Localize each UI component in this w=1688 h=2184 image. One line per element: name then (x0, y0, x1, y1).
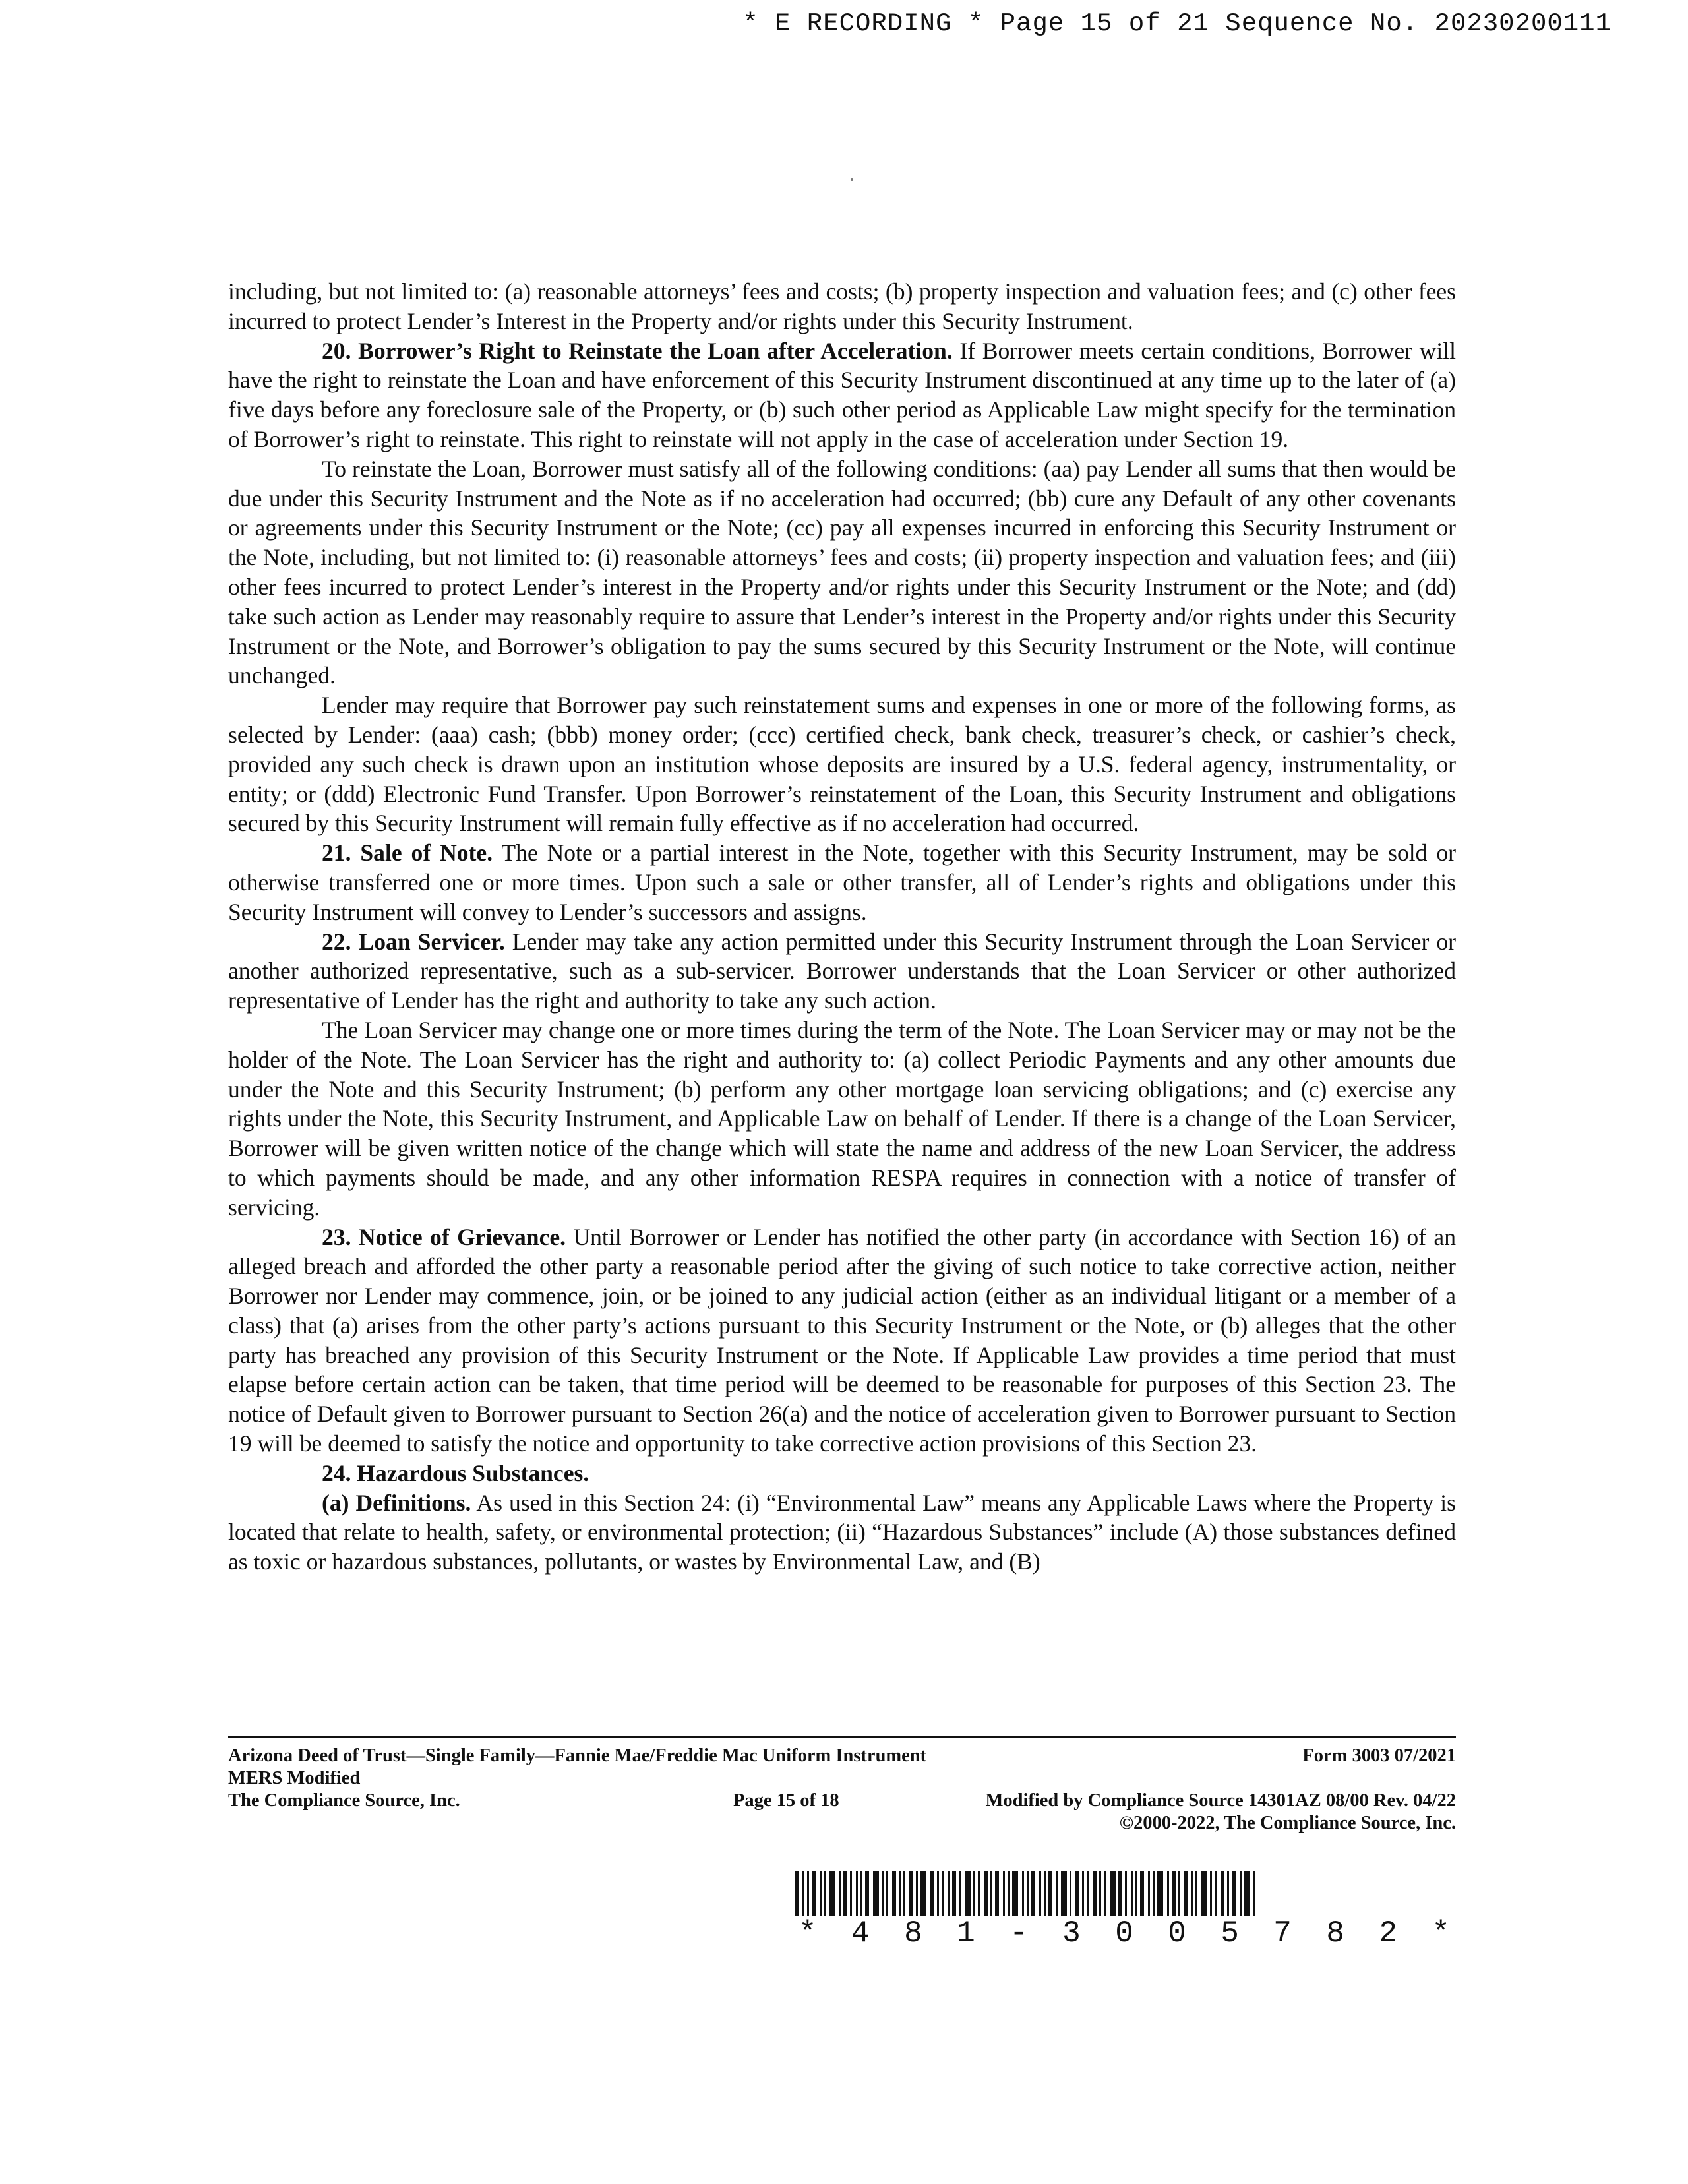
barcode-number (795, 1916, 1454, 1951)
document-body (228, 277, 1456, 1577)
paragraph-text: Lender may require that Borrower pay such reinstatement sums and expenses in one or more of the following forms, as selected by Lender: (aaa) cash; (bbb) money order; (ccc) certified check, bank check, treasurer’s check, or cashier’s check, provided any such check is drawn upon an institution whose deposits are insured by a U.S. federal agency, instrumentality, or entity; or (ddd) Electronic Fund Transfer. Upon Borrower’s reinstatement of the Loan, this Security Instrument and obligations secured by this Security Instrument will remain fully effective as if no acceleration had occurred. (228, 692, 1456, 837)
form-number: Form 3003 07/2021 (1302, 1745, 1456, 1766)
barcode-character: * (799, 1916, 817, 1951)
paragraph (228, 838, 1456, 926)
paragraph-text: including, but not limited to: (a) reasonable attorneys’ fees and costs; (b) property inspection and valuation fees; and (c) other fees incurred to protect Lender’s Interest in the Property and/or rights under this Security Instrument. (228, 278, 1456, 334)
section-heading: 24. Hazardous Substances. (322, 1459, 589, 1486)
footer-rule (228, 1736, 1456, 1738)
section-heading: 22. Loan Servicer. (322, 928, 505, 955)
paragraph (228, 1016, 1456, 1223)
barcode-character: 7 (1273, 1916, 1292, 1951)
paragraph (228, 1459, 1456, 1488)
paragraph (228, 454, 1456, 690)
paragraph-text: Until Borrower or Lender has notified the other party (in accordance with Section 16) of an alleged breach and afforded the other party a reasonable period after the giving of such notice to take corrective action, neither Borrower nor Lender may commence, join, or be joined to any judicial action (either as an individual litigant or a member of a class) that (a) arises from the other party’s actions pursuant to this Security Instrument or the Note, or (b) alleges that the other party has breached any provision of this Security Instrument or the Note. If Applicable Law provides a time period that must elapse before certain action can be taken, that time period will be deemed to be reasonable for purposes of this Section 23. The notice of Default given to Borrower pursuant to Section 26(a) and the notice of acceleration given to Borrower pursuant to Section 19 will be deemed to satisfy the notice and opportunity to take corrective action provisions of this Section 23. (228, 1223, 1456, 1457)
barcode-character: - (1010, 1916, 1028, 1951)
copyright: ©2000-2022, The Compliance Source, Inc. (1119, 1813, 1456, 1833)
paragraph (228, 277, 1456, 336)
paragraph (228, 690, 1456, 838)
paragraph-text: The Loan Servicer may change one or more times during the term of the Note. The Loan Servicer may or may not be the holder of the Note. The Loan Servicer has the right and authority to: (a) collect Periodic Payments and any other amounts due under the Note and this Security Instrument; (b) perform any other mortgage loan servicing obligations; and (c) exercise any rights under the Note, this Security Instrument, and Applicable Law on behalf of Lender. If there is a change of the Loan Servicer, Borrower will be given written notice of the change which will state the name and address of the new Loan Servicer, the address to which payments should be made, and any other information RESPA requires in connection with a notice of transfer of servicing. (228, 1016, 1456, 1221)
paragraph-text: As used in this Section 24: (i) “Environmental Law” means any Applicable Laws where the Property is located that relate to health, safety, or environmental protection; (ii) “Hazardous Substances” include (A) those substances defined as toxic or hazardous substances, pollutants, or wastes by Environmental Law, and (B) (228, 1489, 1456, 1575)
paragraph-text: The Note or a partial interest in the Note, together with this Security Instrument, may be sold or otherwise transferred one or more times. Upon such a sale or other transfer, all of Lender’s rights and obligations under this Security Instrument will convey to Lender’s successors and assigns. (228, 839, 1457, 925)
page-number: Page 15 of 18 (733, 1790, 839, 1811)
barcode-character: 4 (851, 1916, 870, 1951)
section-heading: 21. Sale of Note. (322, 839, 493, 866)
company-name: The Compliance Source, Inc. (228, 1790, 460, 1811)
paragraph (228, 1488, 1456, 1577)
barcode-character: 5 (1221, 1916, 1239, 1951)
paragraph (228, 336, 1456, 454)
barcode-character: * (1432, 1916, 1450, 1951)
paragraph-text: To reinstate the Loan, Borrower must satisfy all of the following conditions: (aa) pay Lender all sums that then would be due under this Security Instrument and the Note as if no acceleration had occurred; (bb) cure any Default of any other covenants or agreements under this Security Instrument or the Note; (cc) pay all expenses incurred in enforcing this Security Instrument or the Note, including, but not limited to: (i) reasonable attorneys’ fees and costs; (ii) property inspection and valuation fees; and (iii) other fees incurred to protect Lender’s interest in the Property and/or rights under this Security Instrument or the Note; and (dd) take such action as Lender may reasonably require to assure that Lender’s interest in the Property and/or rights under this Security Instrument or the Note, and Borrower’s obligation to pay the sums secured by this Security Instrument or the Note, will continue unchanged. (228, 455, 1456, 689)
barcode-character: 3 (1062, 1916, 1081, 1951)
section-heading: 20. Borrower’s Right to Reinstate the Loan after Acceleration. (322, 337, 953, 364)
scan-speck (851, 178, 853, 181)
barcode-character: 0 (1168, 1916, 1186, 1951)
section-heading: 23. Notice of Grievance. (322, 1223, 566, 1250)
recording-header: * E RECORDING * Page 15 of 21 Sequence No. 20230200111 (742, 9, 1612, 38)
mers-label: MERS Modified (228, 1768, 361, 1788)
barcode-character: 0 (1115, 1916, 1133, 1951)
barcode-character: 1 (957, 1916, 975, 1951)
barcode-character: 8 (1326, 1916, 1344, 1951)
page-footer (228, 1745, 1456, 1844)
paragraph (228, 1223, 1456, 1459)
form-title: Arizona Deed of Trust—Single Family—Fannie Mae/Freddie Mac Uniform Instrument (228, 1745, 927, 1766)
barcode-character: 2 (1379, 1916, 1397, 1951)
paragraph-text: Lender may take any action permitted under this Security Instrument through the Loan Servicer or another authorized representative, such as a sub-servicer. Borrower understands that the Loan Servicer or other authorized representative of Lender has the right and authority to take any such action. (228, 928, 1456, 1014)
modified-by: Modified by Compliance Source 14301AZ 08/00 Rev. 04/22 (985, 1790, 1456, 1811)
paragraph-text: If Borrower meets certain conditions, Borrower will have the right to reinstate the Loan and have enforcement of this Security Instrument discontinued at any time up to the later of (a) five days before any foreclosure sale of the Property, or (b) such other period as Applicable Law might specify for the termination of Borrower’s right to reinstate. This right to reinstate will not apply in the case of acceleration under Section 19. (228, 337, 1456, 452)
section-heading: (a) Definitions. (322, 1489, 471, 1516)
paragraph (228, 927, 1456, 1016)
barcode-character: 8 (904, 1916, 922, 1951)
